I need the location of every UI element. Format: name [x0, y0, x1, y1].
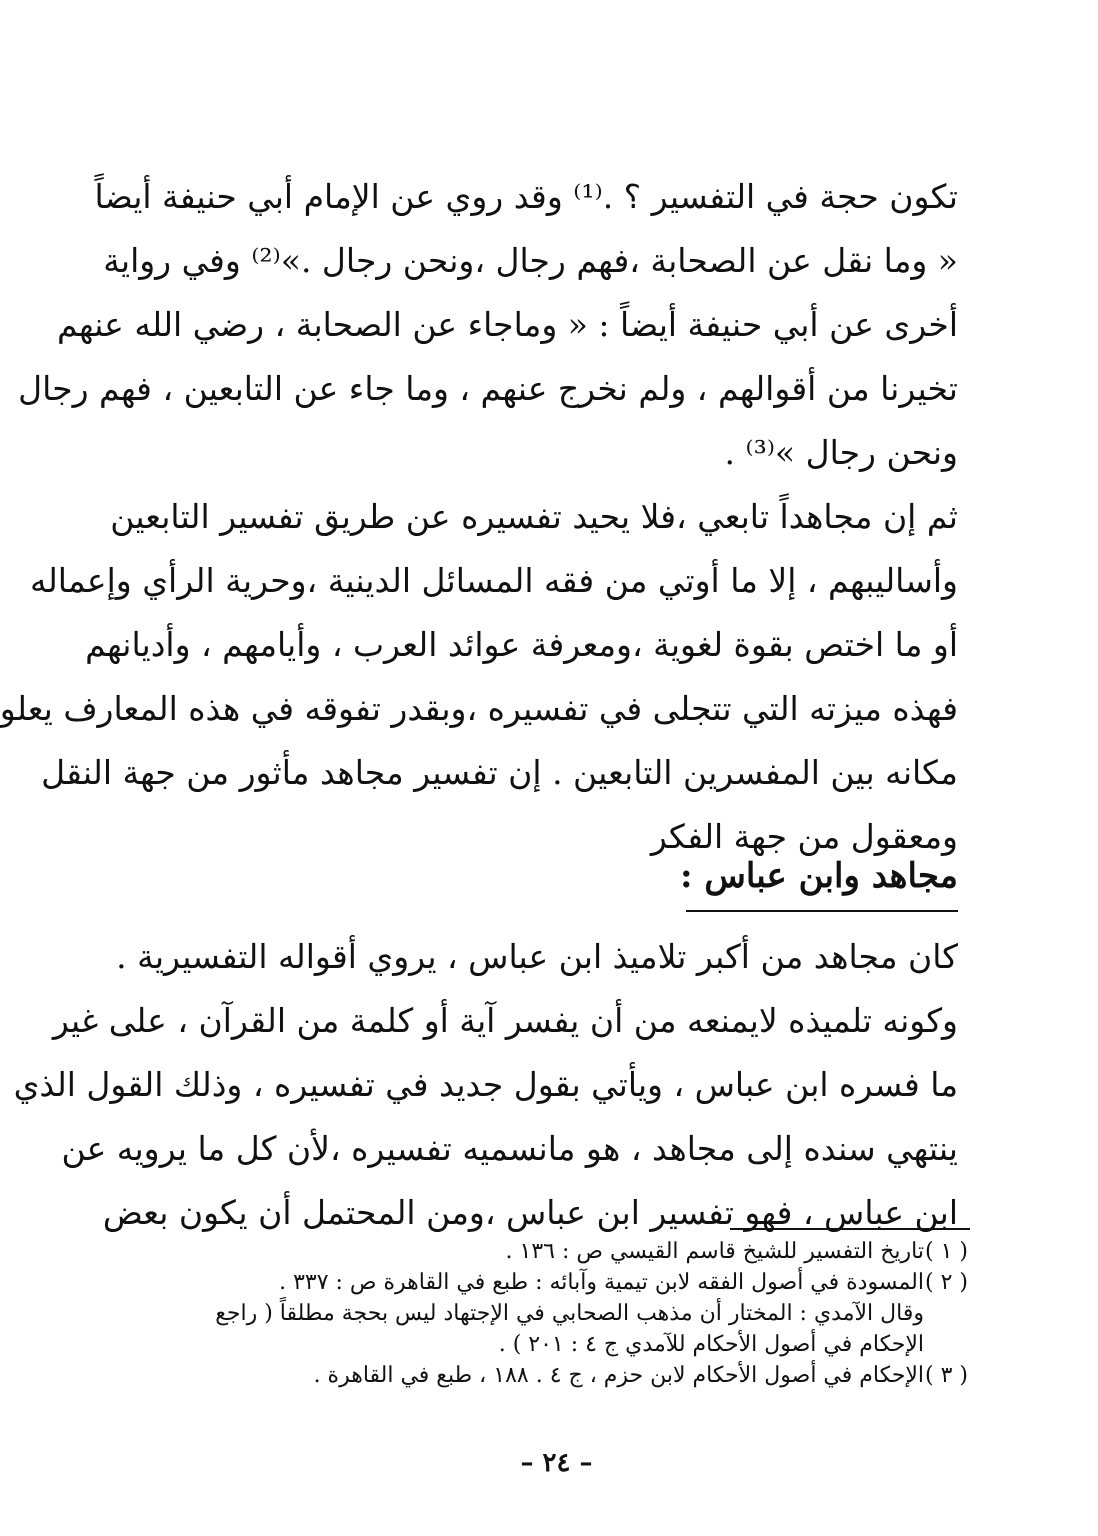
text-line: ثم إن مجاهداً تابعي ،فلا يحيد تفسيره عن طريق تفسير التابعين — [110, 497, 958, 536]
text-line: أو ما اختص بقوة لغوية ،ومعرفة عوائد العرب ، وأيامهم ، وأديانهم — [85, 625, 958, 664]
page-number: – ٢٤ – — [520, 1448, 593, 1478]
footnote-text: تاريخ التفسير للشيخ قاسم القيسي ص : ١٣٦ . — [505, 1239, 924, 1264]
text-line: فهذه ميزته التي تتجلى في تفسيره ،وبقدر تفوقه في هذه المعارف يعلو — [0, 689, 958, 728]
text-line: تكون حجة في التفسير ؟ .⁽¹⁾ وقد روي عن الإمام أبي حنيفة أيضاً — [94, 177, 958, 216]
text-line: « وما نقل عن الصحابة ،فهم رجال ،ونحن رجال .»⁽²⁾ وفي رواية — [103, 241, 958, 280]
text-line: ابن عباس ، فهو تفسير ابن عباس ،ومن المحتمل أن يكون بعض — [102, 1193, 958, 1232]
footnotes — [138, 1236, 968, 1391]
paragraph-2 — [0, 485, 958, 869]
text-line: كان مجاهد من أكبر تلاميذ ابن عباس ، يروي أقواله التفسيرية . — [116, 937, 958, 976]
text-line: أخرى عن أبي حنيفة أيضاً : « وماجاء عن الصحابة ، رضي الله عنهم — [57, 305, 958, 344]
text-line: ينتهي سنده إلى مجاهد ، هو مانسميه تفسيره ،لأن كل ما يرويه عن — [61, 1129, 958, 1168]
footnote-3 — [138, 1360, 968, 1391]
text-line: تخيرنا من أقوالهم ، ولم نخرج عنهم ، وما جاء عن التابعين ، فهم رجال — [18, 369, 958, 408]
section-heading: مجاهد وابن عباس : — [686, 848, 958, 912]
footnote-1 — [138, 1236, 968, 1267]
text-line: ومعقول من جهة الفكر — [650, 817, 958, 856]
text-line: وأساليبهم ، إلا ما أوتي من فقه المسائل الدينية ،وحرية الرأي وإعماله — [30, 561, 958, 600]
text-line: ما فسره ابن عباس ، ويأتي بقول جديد في تفسيره ، وذلك القول الذي — [13, 1065, 958, 1104]
footnote-number: ( ١ ) — [925, 1239, 968, 1264]
paragraph-3 — [13, 925, 958, 1245]
paragraph-1 — [18, 165, 958, 485]
footnote-number: ( ٣ ) — [925, 1363, 968, 1388]
footnote-2 — [138, 1267, 968, 1298]
text-line: مكانه بين المفسرين التابعين . إن تفسير مجاهد مأثور من جهة النقل — [41, 753, 958, 792]
footnote-2-continuation: الإحكام في أصول الأحكام للآمدي ج ٤ : ٢٠١ ) . — [498, 1332, 924, 1357]
text-line: وكونه تلميذه لايمنعه من أن يفسر آية أو كلمة من القرآن ، على غير — [52, 1001, 958, 1040]
footnote-text: المسودة في أصول الفقه لابن تيمية وآبائه : طبع في القاهرة ص : ٣٣٧ . — [279, 1270, 924, 1295]
text-line: ونحن رجال »⁽³⁾ . — [724, 433, 958, 472]
footnote-2-continuation: وقال الآمدي : المختار أن مذهب الصحابي في الإجتهاد ليس بحجة مطلقاً ( راجع — [215, 1301, 924, 1326]
footnote-number: ( ٢ ) — [925, 1270, 968, 1295]
footnote-divider — [730, 1228, 970, 1230]
footnote-text: الإحكام في أصول الأحكام لابن حزم ، ج ٤ . ١٨٨ ، طبع في القاهرة . — [313, 1363, 924, 1388]
